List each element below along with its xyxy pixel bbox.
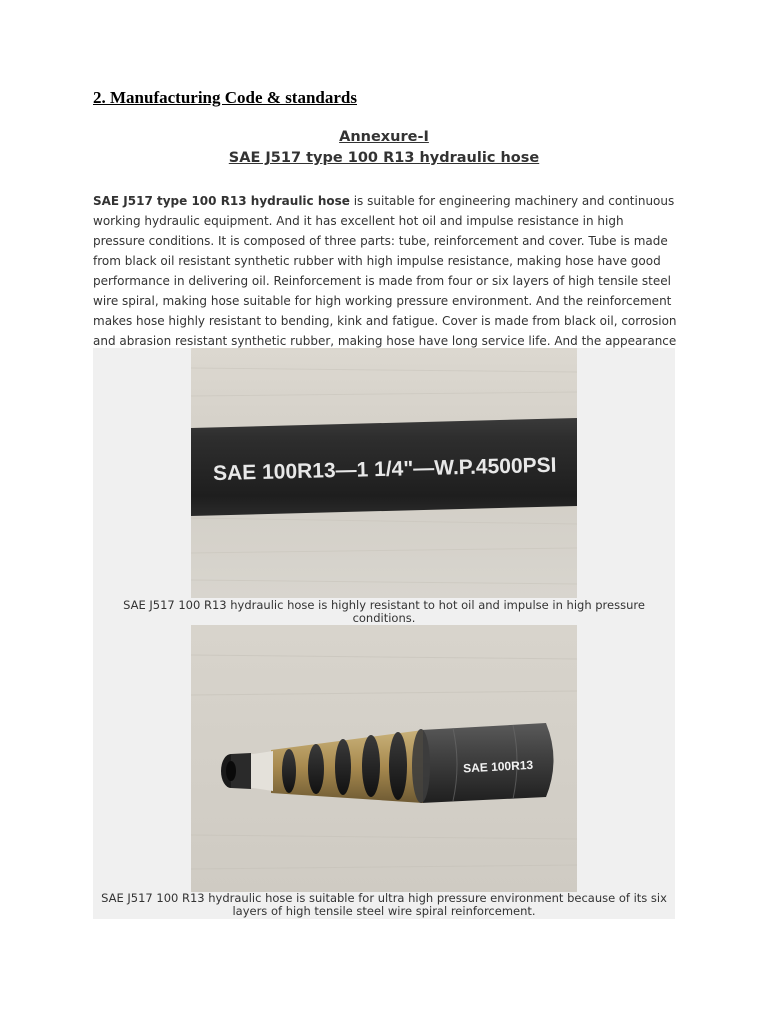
hose-photo-cutaway <box>191 625 577 892</box>
annexure-title: Annexure-I <box>339 129 429 145</box>
figure-caption-1: SAE J517 100 R13 hydraulic hose is highly resistant to hot oil and impulse in high pressure conditions. <box>123 598 645 625</box>
description-paragraph <box>93 191 679 371</box>
description-text: is suitable for engineering machinery and continuous working hydraulic equipment. And it has excellent hot oil and impulse resistance in high pressure conditions. It is composed of three parts: tube, reinforcement and cover. Tube is made from black oil resistant synthetic rubber with high impulse resistance, making hose have good performance in delivering oil. Reinforcement is made from four or six layers of high tensile steel wire spiral, making hose suitable for high working pressure environment. And the reinforcement makes hose highly resistant to bending, kink and fatigue. Cover is made from black oil, corrosion and abrasion resistant synthetic rubber, making hose have long service life. And the appearance <box>93 194 677 348</box>
hose-print-label: SAE 100R13—1 1/4"—W.P.4500PSI <box>212 453 557 486</box>
hose-marking-illustration <box>191 348 577 598</box>
hose-cutaway-illustration <box>191 625 577 892</box>
hose-photo-marking <box>191 348 577 598</box>
figure-caption-2: SAE J517 100 R13 hydraulic hose is suitable for ultra high pressure environment because of its six layers of high tensile steel wire spiral reinforcement. <box>101 891 667 918</box>
section-heading: 2. Manufacturing Code & standards <box>93 88 357 107</box>
description-lead: SAE J517 type 100 R13 hydraulic hose <box>93 194 350 208</box>
product-subtitle: SAE J517 type 100 R13 hydraulic hose <box>228 150 540 166</box>
hose-cover-label: SAE 100R13 <box>462 757 534 776</box>
